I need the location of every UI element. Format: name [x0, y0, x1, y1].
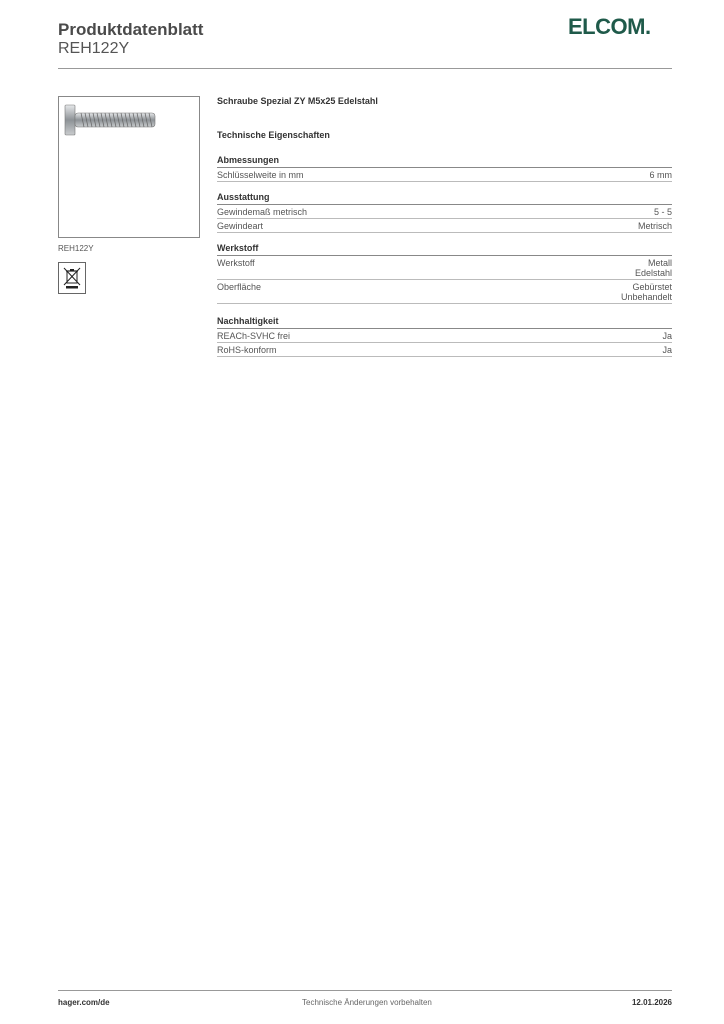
product-name: Schraube Spezial ZY M5x25 Edelstahl [217, 96, 378, 106]
property-value: Metrisch [637, 221, 672, 231]
property-row [217, 343, 672, 357]
product-image-frame [58, 96, 200, 238]
property-label: REACh-SVHC frei [217, 331, 291, 341]
property-value-line: Edelstahl [634, 268, 672, 278]
section-material [217, 243, 672, 304]
crossed-bin-icon [62, 266, 82, 290]
weee-symbol-frame [58, 262, 86, 294]
section-dimensions [217, 155, 672, 182]
property-row [217, 280, 672, 304]
property-value: 6 mm [649, 170, 672, 180]
footer-date: 12.01.2026 [631, 998, 672, 1007]
footer-website: hager.com/de [58, 998, 110, 1007]
property-value-line: Unbehandelt [620, 292, 672, 302]
brand-logo: ELCOM. [568, 14, 651, 39]
property-label: Gewindemaß metrisch [217, 207, 308, 217]
property-row [217, 168, 672, 182]
property-label: Werkstoff [217, 258, 255, 268]
property-value: Ja [662, 345, 672, 355]
property-value: Ja [662, 331, 672, 341]
property-value [635, 258, 672, 278]
property-label: RoHS-konform [217, 345, 277, 355]
section-title: Abmessungen [217, 155, 672, 168]
property-row [217, 205, 672, 219]
page-title: Produktdatenblatt [58, 20, 204, 39]
product-code-caption: REH122Y [58, 244, 94, 253]
section-title: Nachhaltigkeit [217, 316, 672, 329]
section-sustainability [217, 316, 672, 357]
screw-image [63, 101, 159, 141]
technical-content [217, 96, 672, 357]
property-value [621, 282, 672, 302]
section-equipment [217, 192, 672, 233]
property-value-line: Metall [647, 258, 672, 268]
page-subtitle: REH122Y [58, 40, 130, 57]
footer-disclaimer: Technische Änderungen vorbehalten [302, 998, 432, 1007]
section-title: Ausstattung [217, 192, 672, 205]
property-row [217, 219, 672, 233]
section-title: Werkstoff [217, 243, 672, 256]
property-label: Gewindeart [217, 221, 264, 231]
property-label: Schlüsselweite in mm [217, 170, 304, 180]
header-divider [58, 68, 672, 69]
property-row [217, 329, 672, 343]
property-value: 5 - 5 [653, 207, 672, 217]
technical-properties-title: Technische Eigenschaften [217, 130, 330, 140]
property-value-line: Gebürstet [632, 282, 672, 292]
footer-divider [58, 990, 672, 991]
property-row [217, 256, 672, 280]
property-label: Oberfläche [217, 282, 262, 292]
